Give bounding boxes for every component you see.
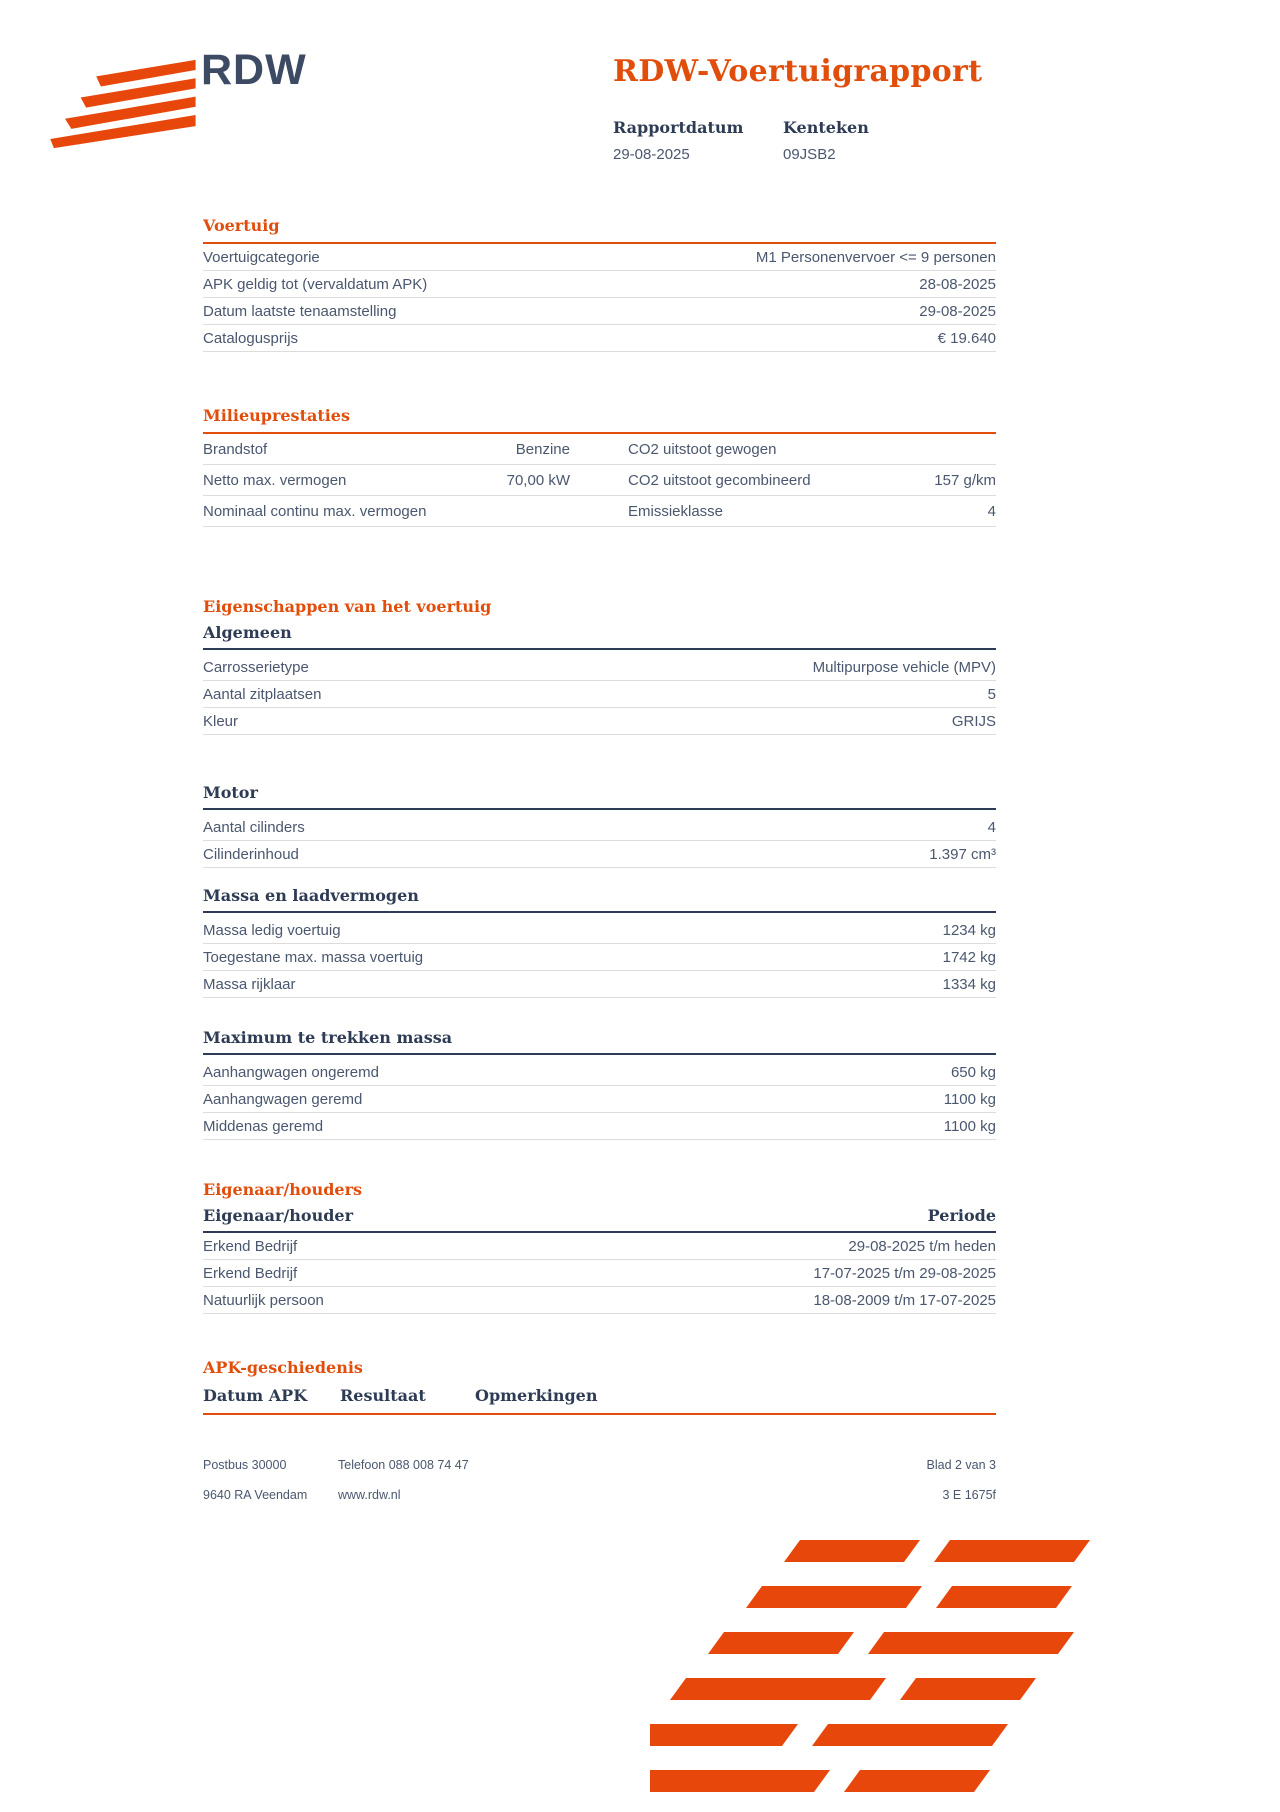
license-plate-block <box>783 118 869 163</box>
row-label: Voertuigcategorie <box>203 248 320 266</box>
row-value: 1100 kg <box>943 1090 996 1108</box>
row-value: Benzine <box>515 440 570 458</box>
row-label: Brandstof <box>203 440 268 458</box>
footer-address-line1: Postbus 30000 <box>203 1458 287 1472</box>
owner-period: 29-08-2025 t/m heden <box>848 1237 996 1255</box>
column-header-periode: Periode <box>927 1206 996 1225</box>
subsection-trekken-massa <box>203 1059 996 1140</box>
table-row <box>203 271 996 298</box>
rdw-stripes-graphic <box>650 1540 1110 1812</box>
owners-table-header <box>203 1206 996 1233</box>
page-title: RDW-Voertuigrapport <box>613 54 983 89</box>
table-row <box>203 465 996 496</box>
row-label: Massa ledig voertuig <box>203 921 341 939</box>
table-row <box>203 1233 996 1260</box>
row-label: Carrosserietype <box>203 658 309 676</box>
row-label: Cilinderinhoud <box>203 845 299 863</box>
license-plate-label: Kenteken <box>783 118 869 137</box>
owner-type: Natuurlijk persoon <box>203 1291 324 1309</box>
report-date-label: Rapportdatum <box>613 118 744 137</box>
subsection-heading-massa: Massa en laadvermogen <box>203 886 996 913</box>
table-row <box>203 496 996 527</box>
table-row <box>203 1260 996 1287</box>
footer-phone: Telefoon 088 008 74 47 <box>338 1458 469 1472</box>
table-row <box>203 971 996 998</box>
row-label: Kleur <box>203 712 239 730</box>
section-heading-milieuprestaties: Milieuprestaties <box>203 406 996 434</box>
column-header-opmerkingen: Opmerkingen <box>475 1386 598 1405</box>
subsection-heading-motor: Motor <box>203 783 996 810</box>
row-label: Aanhangwagen geremd <box>203 1090 363 1108</box>
license-plate-value: 09JSB2 <box>783 146 836 163</box>
subsection-motor <box>203 814 996 868</box>
table-row <box>203 841 996 868</box>
table-row <box>203 917 996 944</box>
report-body <box>203 216 996 1415</box>
report-date-value: 29-08-2025 <box>613 146 690 163</box>
section-heading-apk-geschiedenis: APK-geschiedenis <box>203 1358 363 1377</box>
rdw-flag-icon <box>48 58 196 150</box>
row-label: Catalogusprijs <box>203 329 299 347</box>
row-value: 5 <box>987 685 996 703</box>
table-row <box>203 681 996 708</box>
row-value: 1334 kg <box>942 975 996 993</box>
row-value: 650 kg <box>950 1063 996 1081</box>
table-row <box>203 1287 996 1314</box>
row-label: CO2 uitstoot gecombineerd <box>628 471 811 489</box>
table-row <box>203 1059 996 1086</box>
row-label: Emissieklasse <box>628 502 724 520</box>
row-value: € 19.640 <box>937 329 996 347</box>
row-label: Aantal zitplaatsen <box>203 685 322 703</box>
row-label: APK geldig tot (vervaldatum APK) <box>203 275 428 293</box>
row-label: Massa rijklaar <box>203 975 296 993</box>
owner-period: 18-08-2009 t/m 17-07-2025 <box>813 1291 996 1309</box>
section-heading-eigenschappen: Eigenschappen van het voertuig <box>203 597 492 616</box>
table-row <box>203 944 996 971</box>
owners-table <box>203 1233 996 1314</box>
column-header-resultaat: Resultaat <box>340 1386 426 1405</box>
report-date-block <box>613 118 743 163</box>
footer-doc-code: 3 E 1675f <box>942 1488 996 1502</box>
table-row <box>203 244 996 271</box>
row-label: Toegestane max. massa voertuig <box>203 948 424 966</box>
table-row <box>203 298 996 325</box>
row-value: 70,00 kW <box>506 471 570 489</box>
section-milieuprestaties <box>203 434 996 527</box>
row-label: Netto max. vermogen <box>203 471 347 489</box>
page-footer <box>203 1458 996 1502</box>
section-voertuig <box>203 244 996 352</box>
row-value: GRIJS <box>951 712 996 730</box>
subsection-heading-algemeen: Algemeen <box>203 623 996 650</box>
column-header-eigenaar: Eigenaar/houder <box>203 1206 354 1225</box>
table-row <box>203 814 996 841</box>
row-value: Multipurpose vehicle (MPV) <box>812 658 996 676</box>
subsection-algemeen <box>203 654 996 735</box>
footer-page-indicator: Blad 2 van 3 <box>926 1458 996 1472</box>
owner-type: Erkend Bedrijf <box>203 1264 298 1282</box>
table-row <box>203 654 996 681</box>
row-label: Nominaal continu max. vermogen <box>203 502 427 520</box>
table-row <box>203 325 996 352</box>
row-value: 28-08-2025 <box>919 275 996 293</box>
row-value: 157 g/km <box>934 471 996 489</box>
owner-period: 17-07-2025 t/m 29-08-2025 <box>813 1264 996 1282</box>
section-heading-voertuig: Voertuig <box>203 216 996 244</box>
table-row <box>203 1086 996 1113</box>
section-heading-eigenaren: Eigenaar/houders <box>203 1180 363 1199</box>
row-label: Datum laatste tenaamstelling <box>203 302 397 320</box>
row-value: 1234 kg <box>942 921 996 939</box>
row-value: 1100 kg <box>943 1117 996 1135</box>
table-row <box>203 434 996 465</box>
subsection-massa <box>203 917 996 998</box>
column-header-datum-apk: Datum APK <box>203 1386 308 1405</box>
apk-table-header <box>203 1386 996 1415</box>
row-value: 1742 kg <box>942 948 996 966</box>
row-value: 1.397 cm³ <box>929 845 996 863</box>
owner-type: Erkend Bedrijf <box>203 1237 298 1255</box>
row-label: Middenas geremd <box>203 1117 324 1135</box>
row-value: 29-08-2025 <box>919 302 996 320</box>
row-label: Aanhangwagen ongeremd <box>203 1063 379 1081</box>
row-value: M1 Personenvervoer <= 9 personen <box>755 248 996 266</box>
row-label: CO2 uitstoot gewogen <box>628 440 777 458</box>
table-row <box>203 708 996 735</box>
row-label: Aantal cilinders <box>203 818 305 836</box>
row-value: 4 <box>987 818 996 836</box>
table-row <box>203 1113 996 1140</box>
rdw-logo-text: RDW <box>201 46 307 94</box>
row-value: 4 <box>987 502 996 520</box>
subsection-heading-trekken-massa: Maximum te trekken massa <box>203 1028 996 1055</box>
footer-address-line2: 9640 RA Veendam <box>203 1488 308 1502</box>
footer-website-link[interactable]: www.rdw.nl <box>338 1488 401 1502</box>
